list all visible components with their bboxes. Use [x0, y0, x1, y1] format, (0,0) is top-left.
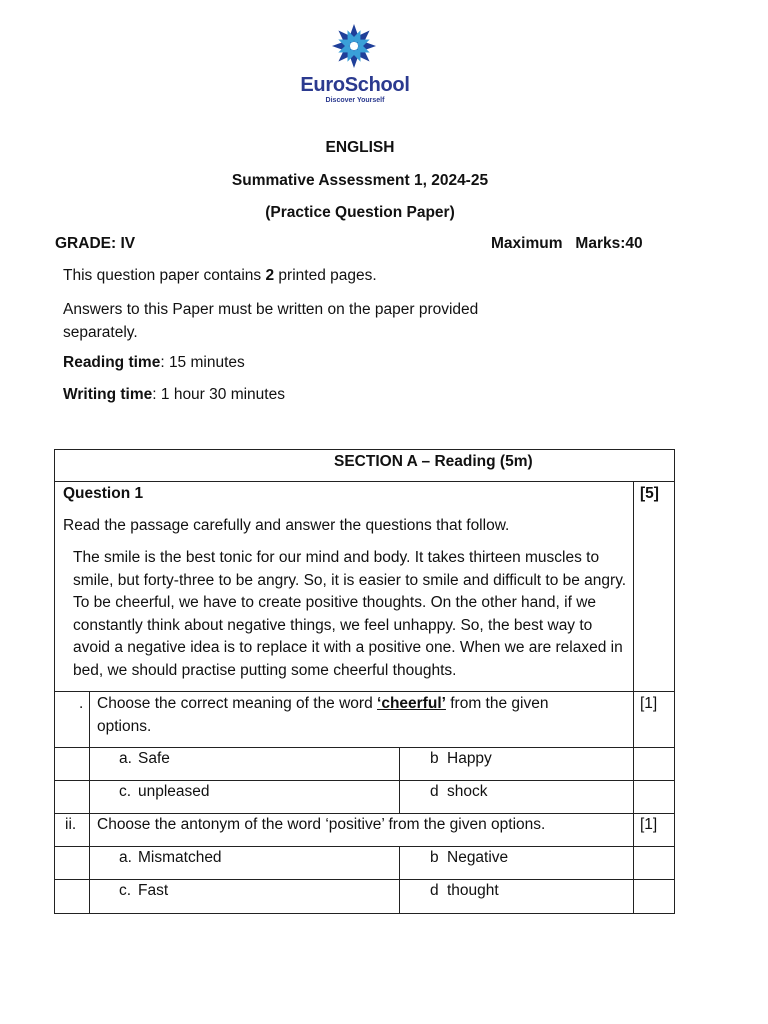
reading-passage: The smile is the best tonic for our mind and body. It takes thirteen muscles to smile, but forty-three to be angry. So, it is easier to smile and difficult to be angry. To be cheerful, we have to create positive thoughts. On the other hand, if we constantly think about negative things, we feel unhappy. So, the best way to avoid a negative idea is to replace it with a positive one. When we are relaxed in bed, we should practise putting some cheerful thoughts. — [73, 549, 627, 679]
option-text: shock — [447, 783, 488, 800]
subquestion-1-number: . — [79, 695, 84, 712]
option-text: Safe — [138, 750, 170, 767]
flower-emblem-icon — [326, 22, 382, 74]
subquestion-2-number: ii. — [65, 816, 77, 833]
option-letter: b — [430, 849, 439, 866]
pages-suffix: printed pages. — [274, 267, 377, 284]
option-letter: a. — [119, 849, 132, 866]
answers-instruction: Answers to this Paper must be written on the paper provided separately. — [63, 301, 479, 341]
question-1-prompt: Read the passage carefully and answer the questions that follow. — [63, 517, 510, 534]
subject-title: ENGLISH — [325, 139, 395, 156]
subquestion-1-text-before: Choose the correct meaning of the word — [97, 695, 378, 712]
subquestion-1-text-after: from the given options. — [97, 695, 549, 735]
writing-time-label: Writing time — [63, 386, 153, 403]
option-letter: d — [430, 882, 439, 899]
grade-label: GRADE: IV — [55, 235, 136, 252]
euroschool-logo — [296, 22, 414, 108]
option-text: Negative — [447, 849, 509, 866]
option-text: thought — [447, 882, 499, 899]
subquestion-2-text: Choose the antonym of the word ‘positive’ from the given options. — [97, 816, 546, 833]
option-text: Fast — [138, 882, 169, 899]
subquestion-1-text — [97, 693, 597, 738]
reading-time-label: Reading time — [63, 354, 161, 371]
question-1-label: Question 1 — [63, 485, 144, 502]
brand-tagline: Discover Yourself — [325, 97, 385, 104]
question-1-marks: [5] — [640, 485, 659, 502]
writing-time — [63, 386, 285, 404]
max-marks-label: Maximum Marks:40 — [491, 235, 643, 252]
subquestion-2-marks: [1] — [640, 816, 658, 833]
subquestion-1-keyword: ‘cheerful’ — [377, 695, 446, 712]
pages-prefix: This question paper contains — [63, 267, 266, 284]
option-text: Mismatched — [138, 849, 222, 866]
option-letter: c. — [119, 783, 132, 800]
section-a-table — [54, 449, 675, 914]
assessment-title: Summative Assessment 1, 2024-25 — [231, 172, 489, 189]
paper-type: (Practice Question Paper) — [265, 204, 455, 221]
pages-count: 2 — [265, 267, 275, 284]
pages-instruction — [63, 267, 377, 285]
reading-time-value: : 15 minutes — [160, 354, 245, 371]
section-a-title: SECTION A – Reading (5m) — [334, 453, 533, 470]
option-letter: b — [430, 750, 439, 767]
brand-name: EuroSchool — [300, 74, 410, 96]
writing-time-value: : 1 hour 30 minutes — [152, 386, 285, 403]
option-text: unpleased — [138, 783, 210, 800]
option-letter: c. — [119, 882, 132, 899]
subquestion-1-marks: [1] — [640, 695, 658, 712]
reading-time — [63, 354, 245, 372]
option-text: Happy — [447, 750, 492, 767]
option-letter: d — [430, 783, 439, 800]
option-letter: a. — [119, 750, 132, 767]
